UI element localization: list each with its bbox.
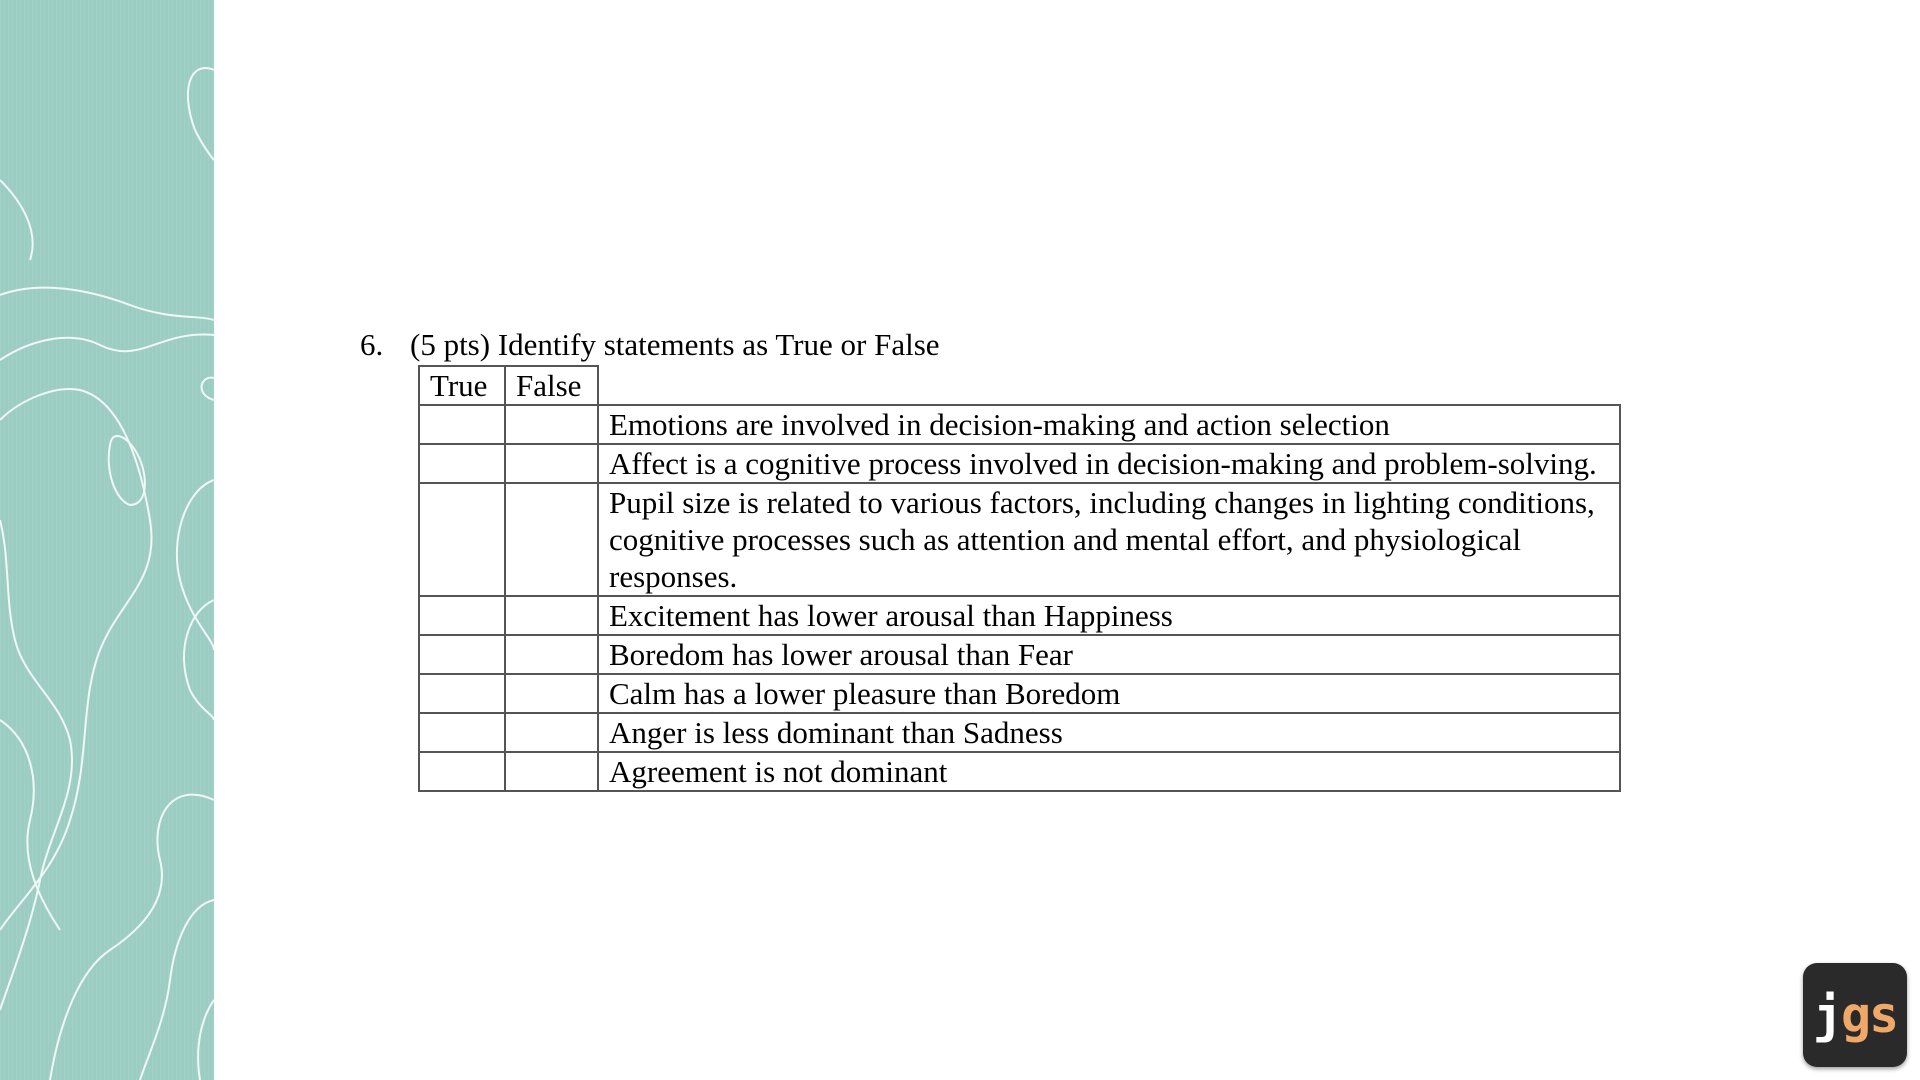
question-number: 6.: [360, 327, 384, 362]
false-answer-cell[interactable]: [505, 444, 598, 483]
false-answer-cell[interactable]: [505, 405, 598, 444]
decorative-side-panel: [0, 0, 214, 1080]
true-answer-cell[interactable]: [419, 674, 505, 713]
table-row: [419, 635, 1620, 674]
table-row: [419, 444, 1620, 483]
true-answer-cell[interactable]: [419, 596, 505, 635]
true-answer-cell[interactable]: [419, 752, 505, 791]
true-answer-cell[interactable]: [419, 444, 505, 483]
question-heading: [360, 325, 940, 365]
statement-cell: Emotions are involved in decision-making and action selection: [598, 405, 1620, 444]
table-row: [419, 596, 1620, 635]
table-row: [419, 713, 1620, 752]
table-row: [419, 674, 1620, 713]
false-answer-cell[interactable]: [505, 596, 598, 635]
statement-column-header: [598, 366, 1620, 405]
true-answer-cell[interactable]: [419, 483, 505, 596]
table-row: [419, 405, 1620, 444]
logo-letters-gs: gs: [1840, 986, 1898, 1044]
question-text: (5 pts) Identify statements as True or False: [410, 327, 940, 362]
table-row: [419, 483, 1620, 596]
statement-cell: Pupil size is related to various factors, including changes in lighting conditions, cognitive processes such as attention and mental effort, and physiological responses.: [598, 483, 1620, 596]
jgs-logo: [1803, 963, 1907, 1067]
false-answer-cell[interactable]: [505, 674, 598, 713]
true-answer-cell[interactable]: [419, 713, 505, 752]
false-column-header: False: [505, 366, 598, 405]
table-header-row: [419, 366, 1620, 405]
statement-cell: Calm has a lower pleasure than Boredom: [598, 674, 1620, 713]
true-answer-cell[interactable]: [419, 405, 505, 444]
false-answer-cell[interactable]: [505, 483, 598, 596]
statement-cell: Agreement is not dominant: [598, 752, 1620, 791]
statement-cell: Boredom has lower arousal than Fear: [598, 635, 1620, 674]
true-answer-cell[interactable]: [419, 635, 505, 674]
true-column-header: True: [419, 366, 505, 405]
topographic-lines-graphic: [0, 0, 214, 1080]
statement-cell: Affect is a cognitive process involved in decision-making and problem-solving.: [598, 444, 1620, 483]
true-false-table: [418, 365, 1621, 792]
statement-cell: Anger is less dominant than Sadness: [598, 713, 1620, 752]
logo-letter-j: j: [1812, 986, 1841, 1044]
statement-cell: Excitement has lower arousal than Happiness: [598, 596, 1620, 635]
false-answer-cell[interactable]: [505, 752, 598, 791]
table-row: [419, 752, 1620, 791]
false-answer-cell[interactable]: [505, 635, 598, 674]
false-answer-cell[interactable]: [505, 713, 598, 752]
